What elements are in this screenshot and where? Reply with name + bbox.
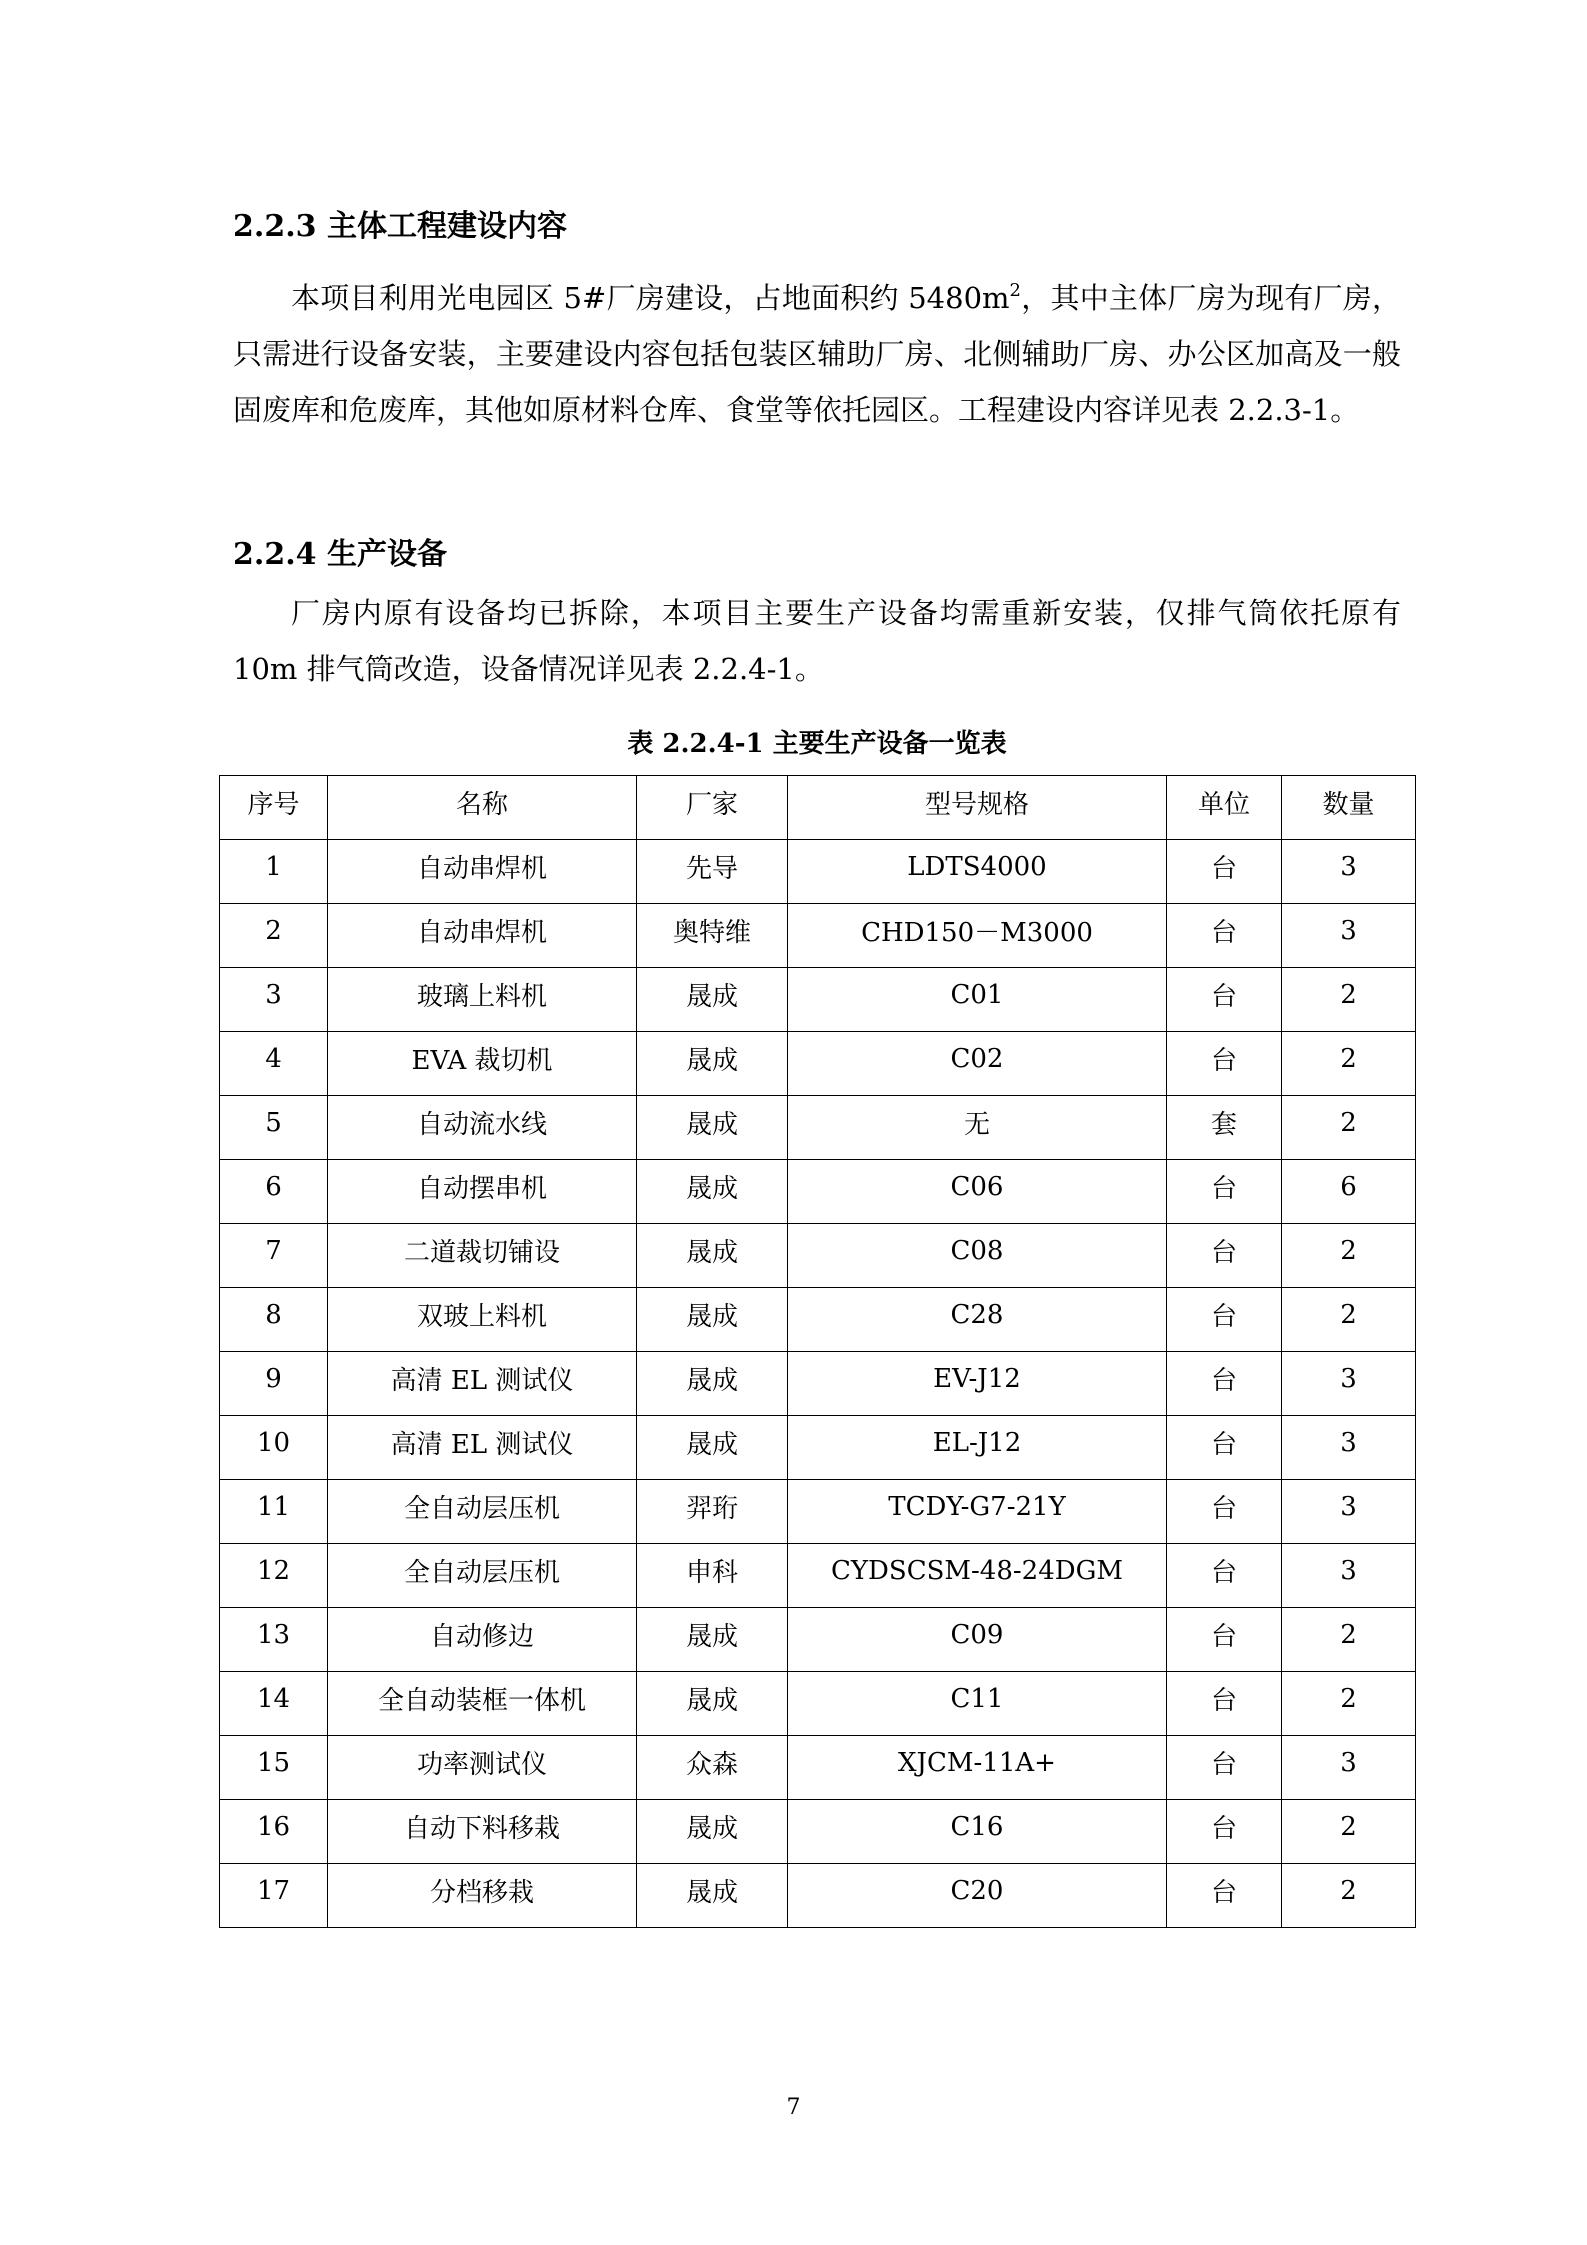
- cell-quantity: 3: [1282, 1352, 1416, 1416]
- cell-manufacturer: 晟成: [637, 1288, 788, 1352]
- paragraph-text-part-2: ，其中主体厂房为现有厂房，只需进行设备安装，主要建设内容包括包装区辅助厂房、北侧辅助厂房、办公区加高及一般固废库和危废库，其他如原材料仓库、食堂等依托园区。工程建设内容详见表 2.2.3-1。: [233, 281, 1401, 427]
- cell-model: TCDY-G7-21Y: [788, 1480, 1167, 1544]
- cell-unit: 套: [1167, 1096, 1282, 1160]
- cell-quantity: 2: [1282, 1288, 1416, 1352]
- area-unit-superscript: 2: [1009, 280, 1021, 301]
- cell-model: EV-J12: [788, 1352, 1167, 1416]
- cell-name: 二道裁切铺设: [328, 1224, 637, 1288]
- section-heading-2-2-3: 2.2.3 主体工程建设内容: [233, 209, 567, 244]
- equipment-table: [219, 775, 1416, 1928]
- table-row: [220, 1608, 1416, 1672]
- cell-unit: 台: [1167, 968, 1282, 1032]
- column-header-index: 序号: [220, 776, 328, 840]
- cell-name: 自动流水线: [328, 1096, 637, 1160]
- cell-manufacturer: 晟成: [637, 1224, 788, 1288]
- cell-manufacturer: 晟成: [637, 1608, 788, 1672]
- table-header-row: [220, 776, 1416, 840]
- cell-index: 16: [220, 1800, 328, 1864]
- cell-name: 全自动装框一体机: [328, 1672, 637, 1736]
- cell-index: 17: [220, 1864, 328, 1928]
- cell-unit: 台: [1167, 1672, 1282, 1736]
- table-body: [220, 840, 1416, 1928]
- table-row: [220, 1864, 1416, 1928]
- cell-unit: 台: [1167, 1736, 1282, 1800]
- cell-quantity: 2: [1282, 1672, 1416, 1736]
- cell-name: 全自动层压机: [328, 1480, 637, 1544]
- cell-index: 6: [220, 1160, 328, 1224]
- cell-name: 自动修边: [328, 1608, 637, 1672]
- cell-model: C16: [788, 1800, 1167, 1864]
- cell-unit: 台: [1167, 840, 1282, 904]
- cell-name: 全自动层压机: [328, 1544, 637, 1608]
- cell-unit: 台: [1167, 904, 1282, 968]
- section-2-2-3-paragraph: [233, 270, 1401, 438]
- cell-index: 5: [220, 1096, 328, 1160]
- cell-name: 自动串焊机: [328, 840, 637, 904]
- table-row: [220, 840, 1416, 904]
- column-header-name: 名称: [328, 776, 637, 840]
- cell-unit: 台: [1167, 1800, 1282, 1864]
- cell-index: 1: [220, 840, 328, 904]
- cell-model: C02: [788, 1032, 1167, 1096]
- cell-index: 10: [220, 1416, 328, 1480]
- cell-quantity: 2: [1282, 1032, 1416, 1096]
- cell-quantity: 3: [1282, 1480, 1416, 1544]
- cell-model: C11: [788, 1672, 1167, 1736]
- table-row: [220, 1224, 1416, 1288]
- cell-quantity: 2: [1282, 1608, 1416, 1672]
- cell-manufacturer: 晟成: [637, 1096, 788, 1160]
- cell-quantity: 2: [1282, 1224, 1416, 1288]
- cell-unit: 台: [1167, 1224, 1282, 1288]
- cell-model: CHD150－M3000: [788, 904, 1167, 968]
- paragraph-text-part-1: 本项目利用光电园区 5#厂房建设，占地面积约 5480m: [291, 281, 1010, 315]
- column-header-manufacturer: 厂家: [637, 776, 788, 840]
- cell-unit: 台: [1167, 1864, 1282, 1928]
- page-number: 7: [786, 2095, 801, 2120]
- table-row: [220, 1160, 1416, 1224]
- cell-name: 高清 EL 测试仪: [328, 1352, 637, 1416]
- cell-manufacturer: 晟成: [637, 1672, 788, 1736]
- section-heading-2-2-4: 2.2.4 生产设备: [233, 537, 447, 572]
- cell-quantity: 3: [1282, 1736, 1416, 1800]
- cell-quantity: 3: [1282, 904, 1416, 968]
- table-row: [220, 1416, 1416, 1480]
- cell-index: 7: [220, 1224, 328, 1288]
- table-row: [220, 1352, 1416, 1416]
- cell-name: 功率测试仪: [328, 1736, 637, 1800]
- cell-unit: 台: [1167, 1608, 1282, 1672]
- cell-quantity: 2: [1282, 1864, 1416, 1928]
- table-row: [220, 1736, 1416, 1800]
- table-row: [220, 904, 1416, 968]
- cell-unit: 台: [1167, 1352, 1282, 1416]
- cell-model: C06: [788, 1160, 1167, 1224]
- table-row: [220, 1800, 1416, 1864]
- column-header-model: 型号规格: [788, 776, 1167, 840]
- cell-unit: 台: [1167, 1032, 1282, 1096]
- cell-quantity: 3: [1282, 840, 1416, 904]
- cell-index: 12: [220, 1544, 328, 1608]
- cell-quantity: 2: [1282, 1096, 1416, 1160]
- table-row: [220, 968, 1416, 1032]
- cell-model: C08: [788, 1224, 1167, 1288]
- cell-name: EVA 裁切机: [328, 1032, 637, 1096]
- cell-model: C20: [788, 1864, 1167, 1928]
- cell-name: 自动下料移栽: [328, 1800, 637, 1864]
- cell-manufacturer: 晟成: [637, 1864, 788, 1928]
- cell-quantity: 3: [1282, 1416, 1416, 1480]
- cell-quantity: 3: [1282, 1544, 1416, 1608]
- cell-index: 9: [220, 1352, 328, 1416]
- cell-index: 15: [220, 1736, 328, 1800]
- cell-unit: 台: [1167, 1416, 1282, 1480]
- column-header-quantity: 数量: [1282, 776, 1416, 840]
- cell-quantity: 2: [1282, 968, 1416, 1032]
- column-header-unit: 单位: [1167, 776, 1282, 840]
- cell-unit: 台: [1167, 1480, 1282, 1544]
- cell-index: 3: [220, 968, 328, 1032]
- table-row: [220, 1480, 1416, 1544]
- cell-model: C01: [788, 968, 1167, 1032]
- cell-name: 双玻上料机: [328, 1288, 637, 1352]
- cell-manufacturer: 晟成: [637, 1032, 788, 1096]
- cell-name: 分档移栽: [328, 1864, 637, 1928]
- table-row: [220, 1288, 1416, 1352]
- cell-unit: 台: [1167, 1160, 1282, 1224]
- cell-model: XJCM-11A+: [788, 1736, 1167, 1800]
- cell-index: 14: [220, 1672, 328, 1736]
- cell-index: 11: [220, 1480, 328, 1544]
- table-row: [220, 1544, 1416, 1608]
- table-row: [220, 1672, 1416, 1736]
- cell-quantity: 2: [1282, 1800, 1416, 1864]
- cell-model: C09: [788, 1608, 1167, 1672]
- table-row: [220, 1032, 1416, 1096]
- cell-manufacturer: 晟成: [637, 1352, 788, 1416]
- cell-model: 无: [788, 1096, 1167, 1160]
- cell-manufacturer: 晟成: [637, 1800, 788, 1864]
- cell-manufacturer: 先导: [637, 840, 788, 904]
- cell-model: EL-J12: [788, 1416, 1167, 1480]
- cell-manufacturer: 晟成: [637, 968, 788, 1032]
- cell-manufacturer: 申科: [637, 1544, 788, 1608]
- section-2-2-4-paragraph: 厂房内原有设备均已拆除，本项目主要生产设备均需重新安装，仅排气筒依托原有 10m 排气筒改造，设备情况详见表 2.2.4-1。: [233, 596, 1401, 686]
- cell-manufacturer: 羿珩: [637, 1480, 788, 1544]
- cell-unit: 台: [1167, 1288, 1282, 1352]
- table-caption: 表 2.2.4-1 主要生产设备一览表: [627, 729, 1007, 759]
- cell-name: 玻璃上料机: [328, 968, 637, 1032]
- cell-index: 13: [220, 1608, 328, 1672]
- cell-index: 2: [220, 904, 328, 968]
- cell-quantity: 6: [1282, 1160, 1416, 1224]
- cell-manufacturer: 奥特维: [637, 904, 788, 968]
- cell-model: LDTS4000: [788, 840, 1167, 904]
- cell-manufacturer: 众森: [637, 1736, 788, 1800]
- cell-name: 高清 EL 测试仪: [328, 1416, 637, 1480]
- cell-model: CYDSCSM-48-24DGM: [788, 1544, 1167, 1608]
- cell-model: C28: [788, 1288, 1167, 1352]
- cell-index: 8: [220, 1288, 328, 1352]
- cell-name: 自动串焊机: [328, 904, 637, 968]
- table-row: [220, 1096, 1416, 1160]
- cell-name: 自动摆串机: [328, 1160, 637, 1224]
- cell-index: 4: [220, 1032, 328, 1096]
- cell-unit: 台: [1167, 1544, 1282, 1608]
- cell-manufacturer: 晟成: [637, 1416, 788, 1480]
- cell-manufacturer: 晟成: [637, 1160, 788, 1224]
